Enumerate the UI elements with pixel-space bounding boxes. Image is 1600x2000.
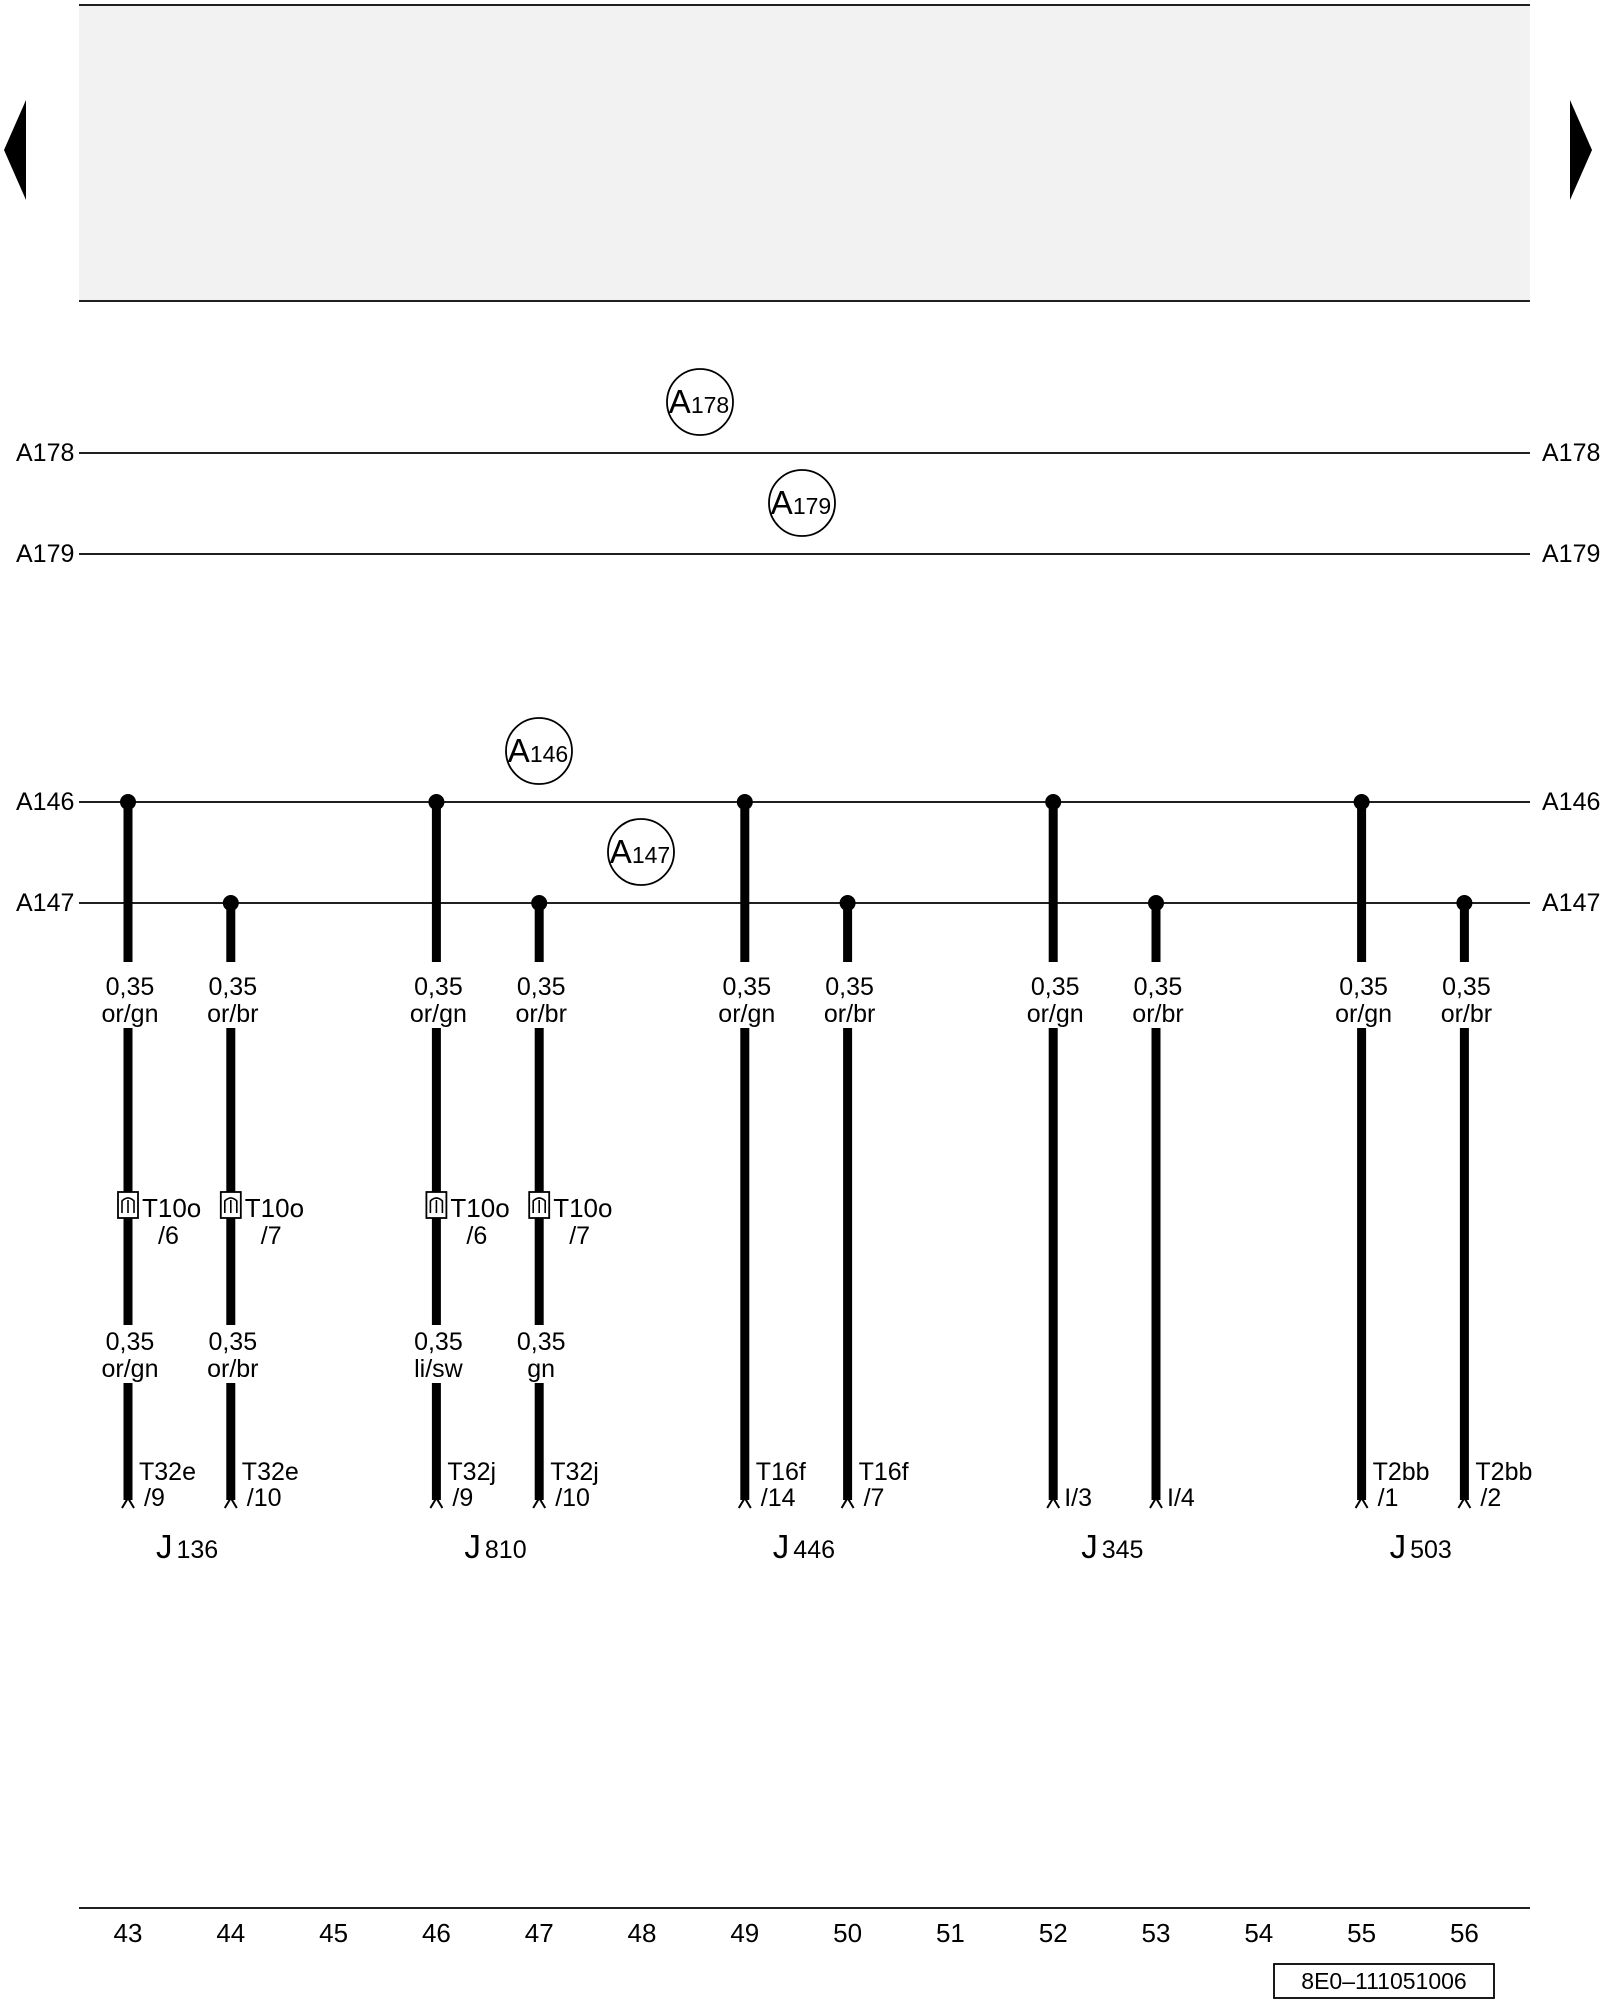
wire-color-label: or/gn <box>409 1000 467 1028</box>
wire-size-label: 0,35 <box>1133 973 1183 1001</box>
wire-size-label: 0,35 <box>414 1328 463 1356</box>
connector-name: T10o <box>142 1193 202 1223</box>
junction-dot <box>840 895 856 911</box>
column-number: 51 <box>935 1918 965 1948</box>
bus-label-right-A178: A178 <box>1542 439 1600 467</box>
wire-col-52 <box>1027 794 1092 1512</box>
bus-label-left-A178: A178 <box>16 439 75 467</box>
wire-color-label: or/gn <box>1335 1000 1393 1028</box>
column-number: 48 <box>627 1918 657 1948</box>
connector-name: T10o <box>244 1193 305 1223</box>
terminal-name: T32j <box>447 1458 497 1486</box>
column-number: 47 <box>524 1918 554 1948</box>
next-page-icon[interactable] <box>1570 100 1592 200</box>
column-number: 56 <box>1449 1918 1479 1948</box>
terminal-name: T2bb <box>1475 1458 1533 1486</box>
terminal-pin: /10 <box>246 1484 282 1512</box>
column-number: 53 <box>1141 1918 1171 1948</box>
wire-color-label: or/gn <box>101 1355 159 1383</box>
wire-color-label: or/gn <box>718 1000 776 1028</box>
junction-dot <box>737 794 753 810</box>
terminal-pin: /14 <box>760 1484 796 1512</box>
terminal-pin: /9 <box>144 1484 165 1512</box>
terminal-pin: /2 <box>1480 1484 1502 1512</box>
component-letter: J <box>1081 1528 1098 1565</box>
component-number: 503 <box>1410 1536 1452 1564</box>
wire-col-55 <box>1335 794 1429 1512</box>
terminal-pin: /1 <box>1377 1484 1399 1512</box>
prev-page-icon[interactable] <box>4 100 26 200</box>
wire-col-50 <box>824 895 909 1512</box>
wire-size-label: 0,35 <box>105 1328 155 1356</box>
component-letter: J <box>464 1528 481 1565</box>
component-letter: J <box>156 1528 173 1565</box>
connector-label <box>450 1193 509 1223</box>
column-number: 52 <box>1038 1918 1068 1948</box>
terminal-pin: /7 <box>863 1484 885 1512</box>
wire-size-label: 0,35 <box>1030 973 1080 1001</box>
component-letter: J <box>1389 1528 1407 1565</box>
component-label-J446 <box>773 1528 835 1565</box>
wire-color-label: or/gn <box>101 1000 159 1028</box>
connector-pin: /7 <box>569 1222 591 1250</box>
terminal-pin: I/4 <box>1167 1484 1195 1512</box>
wire-size-label: 0,35 <box>208 1328 258 1356</box>
wire-col-46 <box>410 794 510 1512</box>
wire-size-label: 0,35 <box>414 973 463 1001</box>
wire-size-label: 0,35 <box>105 973 155 1001</box>
terminal-name: T32e <box>241 1458 299 1486</box>
wire-col-44 <box>207 895 304 1512</box>
components <box>156 1528 1452 1565</box>
bus-circle-letter: A <box>770 484 793 521</box>
terminal-pin: I/3 <box>1064 1484 1092 1512</box>
wire-col-47 <box>515 895 612 1512</box>
wire-size-label: 0,35 <box>825 973 874 1001</box>
column-number: 46 <box>421 1918 451 1948</box>
terminal-name: T2bb <box>1372 1458 1430 1486</box>
bus-circle-letter: A <box>609 833 632 870</box>
wire-col-56 <box>1441 895 1533 1512</box>
connector-label <box>142 1193 201 1223</box>
component-number: 810 <box>484 1536 527 1564</box>
column-number: 55 <box>1347 1918 1377 1948</box>
terminal-pin: /9 <box>452 1484 474 1512</box>
column-numbers <box>114 1918 1479 1948</box>
bus-label-right-A147: A147 <box>1542 889 1600 917</box>
terminal-name: T32e <box>139 1458 196 1486</box>
column-number: 44 <box>216 1918 246 1948</box>
bus-circle-number: 178 <box>690 392 730 418</box>
bus-circle-number: 146 <box>529 741 569 767</box>
wire-color-label: or/br <box>207 1000 259 1028</box>
wire-size-label: 0,35 <box>1339 973 1388 1001</box>
header-panel <box>79 5 1530 300</box>
wire-col-43 <box>102 794 202 1512</box>
component-number: 446 <box>793 1536 836 1564</box>
bus-label-left-A147: A147 <box>16 889 75 917</box>
wire-col-53 <box>1132 895 1195 1512</box>
bus-label-right-A146: A146 <box>1542 788 1600 816</box>
bus-label-left-A146: A146 <box>16 788 75 816</box>
junction-dot <box>1456 895 1472 911</box>
terminal-pin: /10 <box>555 1484 590 1512</box>
terminal-name: T16f <box>858 1458 909 1486</box>
wire-color-label: or/br <box>207 1355 259 1383</box>
connector-name: T10o <box>553 1193 613 1223</box>
component-label-J345 <box>1081 1528 1143 1565</box>
component-label-J503 <box>1390 1528 1452 1565</box>
wires <box>102 794 1533 1512</box>
bus-circle-number: 179 <box>792 493 832 519</box>
component-letter: J <box>772 1528 790 1565</box>
wire-color-label: li/sw <box>414 1355 463 1383</box>
component-number: 345 <box>1101 1536 1144 1564</box>
wire-color-label: or/br <box>1440 1000 1493 1028</box>
wire-color-label: or/br <box>1132 1000 1184 1028</box>
component-label-J136 <box>156 1528 218 1565</box>
junction-dot <box>1354 794 1370 810</box>
wire-color-label: or/br <box>823 1000 876 1028</box>
wire-size-label: 0,35 <box>516 1328 566 1356</box>
column-number: 50 <box>833 1918 863 1948</box>
junction-dot <box>120 794 136 810</box>
junction-dot <box>531 895 547 911</box>
connector-label <box>245 1193 304 1223</box>
connector-pin: /6 <box>158 1222 179 1250</box>
wire-color-label: or/br <box>515 1000 567 1028</box>
terminal-name: T16f <box>755 1458 806 1486</box>
wire-color-label: or/gn <box>1026 1000 1084 1028</box>
bus-circle-markers <box>506 369 835 885</box>
column-number: 54 <box>1244 1918 1274 1948</box>
junction-dot <box>223 895 239 911</box>
bus-circle-letter: A <box>668 383 691 420</box>
column-number: 43 <box>113 1918 143 1948</box>
junction-dot <box>428 794 444 810</box>
wire-color-label: gn <box>527 1355 556 1383</box>
connector-pin: /7 <box>260 1222 282 1250</box>
junction-dot <box>1148 895 1164 911</box>
component-number: 136 <box>176 1536 219 1564</box>
connector-label <box>553 1193 612 1223</box>
bus-label-right-A179: A179 <box>1542 540 1600 568</box>
footer-code: 8E0–111051006 <box>1301 1968 1467 1994</box>
bus-circle-number: 147 <box>631 842 671 868</box>
connector-name: T10o <box>450 1193 510 1223</box>
bus-label-left-A179: A179 <box>16 540 75 568</box>
wire-size-label: 0,35 <box>208 973 258 1001</box>
connector-pin: /6 <box>466 1222 488 1250</box>
component-label-J810 <box>464 1528 526 1565</box>
junction-dot <box>1045 794 1061 810</box>
column-number: 49 <box>730 1918 760 1948</box>
wire-size-label: 0,35 <box>516 973 566 1001</box>
wire-size-label: 0,35 <box>722 973 772 1001</box>
wire-size-label: 0,35 <box>1442 973 1491 1001</box>
terminal-name: T32j <box>550 1458 599 1486</box>
wire-col-49 <box>718 794 806 1512</box>
bus-circle-letter: A <box>507 732 530 769</box>
column-number: 45 <box>319 1918 349 1948</box>
